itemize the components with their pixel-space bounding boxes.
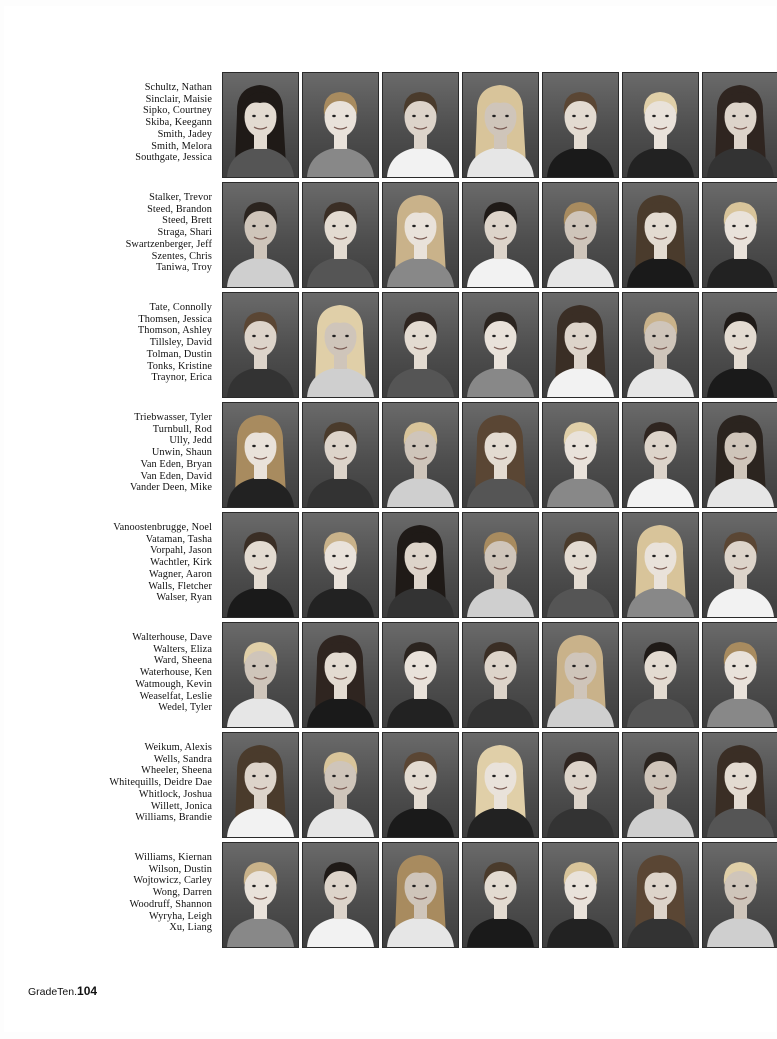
student-photo [542, 292, 619, 398]
student-name: Sipko, Courtney [142, 105, 212, 117]
student-photo [222, 292, 299, 398]
student-name: Ully, Jedd [169, 435, 212, 447]
student-photo [622, 732, 699, 838]
student-name: Wong, Darren [152, 887, 212, 899]
student-photo [622, 512, 699, 618]
student-name: Whitlock, Joshua [138, 788, 212, 800]
student-name: Taniwa, Troy [156, 262, 212, 274]
name-list [64, 852, 212, 934]
portrait-image [383, 513, 458, 617]
student-photo [222, 402, 299, 508]
portrait-image [703, 293, 777, 397]
student-name: Tolman, Dustin [146, 348, 212, 360]
student-name: Wachtler, Kirk [150, 557, 212, 569]
student-row [4, 72, 776, 178]
student-photo [542, 182, 619, 288]
student-photo [462, 402, 539, 508]
student-photo [462, 842, 539, 948]
student-photo [222, 72, 299, 178]
student-photo [382, 402, 459, 508]
portrait-image [543, 293, 618, 397]
student-photo [222, 842, 299, 948]
name-list [64, 302, 212, 384]
portrait-image [623, 73, 698, 177]
student-name: Stalker, Trevor [149, 192, 212, 203]
portrait-image [463, 293, 538, 397]
portrait-image [383, 733, 458, 837]
student-name: Thomson, Ashley [137, 325, 212, 337]
portrait-image [383, 843, 458, 947]
student-name: Wojtowicz, Carley [133, 875, 212, 887]
portrait-image [543, 403, 618, 507]
student-name: Sinclair, Maisie [145, 93, 212, 105]
portrait-image [543, 733, 618, 837]
student-name: Smith, Jadey [157, 128, 212, 140]
portrait-image [703, 733, 777, 837]
portrait-image [703, 513, 777, 617]
student-photo [462, 182, 539, 288]
student-name: Szentes, Chris [151, 250, 212, 262]
portrait-image [223, 733, 298, 837]
yearbook-page [4, 6, 776, 1032]
student-name: Watmough, Kevin [135, 678, 212, 690]
portrait-image [543, 843, 618, 947]
student-name: Tonks, Kristine [147, 360, 212, 372]
student-name: Williams, Kiernan [134, 852, 212, 863]
student-photo [302, 182, 379, 288]
portrait-image [463, 623, 538, 727]
student-photo [462, 622, 539, 728]
student-name: Vorpahl, Jason [150, 545, 212, 557]
student-name: Vataman, Tasha [145, 533, 212, 545]
portrait-image [463, 403, 538, 507]
portrait-image [623, 513, 698, 617]
student-name: Straga, Shari [157, 227, 212, 239]
student-photo [542, 732, 619, 838]
portrait-image [223, 403, 298, 507]
portrait-image [703, 73, 777, 177]
student-photo [462, 72, 539, 178]
student-row [4, 402, 776, 508]
portrait-image [623, 293, 698, 397]
student-photo [302, 402, 379, 508]
student-name: Waterhouse, Ken [139, 667, 212, 679]
student-name: Weaselfat, Leslie [139, 690, 212, 702]
student-photo [702, 732, 777, 838]
student-name: Thomsen, Jessica [138, 313, 212, 325]
portrait-image [223, 623, 298, 727]
student-photo [382, 72, 459, 178]
portrait-image [543, 623, 618, 727]
portrait-image [703, 403, 777, 507]
name-list [64, 412, 212, 494]
portrait-image [303, 513, 378, 617]
student-name: Tillsley, David [149, 337, 212, 349]
page-number: 104 [77, 984, 98, 998]
portrait-image [383, 293, 458, 397]
student-name: Walser, Ryan [156, 592, 212, 604]
student-photo [302, 292, 379, 398]
student-name: Walls, Fletcher [148, 580, 212, 592]
student-photo [382, 182, 459, 288]
student-photo [222, 512, 299, 618]
student-photo [462, 512, 539, 618]
photo-strip [222, 512, 772, 618]
name-list [64, 632, 212, 714]
portrait-image [223, 183, 298, 287]
photo-strip [222, 292, 772, 398]
portrait-image [303, 403, 378, 507]
portrait-image [543, 183, 618, 287]
student-photo [462, 732, 539, 838]
portrait-image [463, 183, 538, 287]
portrait-image [463, 733, 538, 837]
student-photo [382, 622, 459, 728]
student-photo [622, 72, 699, 178]
student-name: Steed, Brandon [147, 203, 212, 215]
name-list [64, 82, 212, 164]
student-photo [462, 292, 539, 398]
portrait-image [223, 843, 298, 947]
portrait-image [463, 843, 538, 947]
name-list [64, 192, 212, 274]
student-photo [222, 182, 299, 288]
student-photo [542, 512, 619, 618]
student-name: Turnbull, Rod [152, 423, 212, 435]
student-photo [702, 292, 777, 398]
portrait-image [383, 403, 458, 507]
student-name: Wells, Sandra [153, 753, 212, 765]
student-photo [222, 622, 299, 728]
student-name: Triebwasser, Tyler [134, 412, 212, 423]
student-photo [622, 292, 699, 398]
portrait-image [463, 513, 538, 617]
student-photo [542, 402, 619, 508]
student-name: Xu, Liang [169, 922, 212, 934]
student-name: Williams, Brandie [135, 812, 212, 824]
student-photo [302, 512, 379, 618]
student-photo [302, 732, 379, 838]
portrait-image [623, 183, 698, 287]
section-label: GradeTen. [28, 986, 78, 998]
student-photo [622, 402, 699, 508]
student-name: Vanoostenbrugge, Noel [113, 522, 212, 533]
portrait-image [223, 73, 298, 177]
page-footer [28, 984, 97, 998]
student-row [4, 182, 776, 288]
student-name: Wilson, Dustin [148, 863, 212, 875]
portrait-image [223, 293, 298, 397]
photo-strip [222, 842, 772, 948]
portrait-image [303, 623, 378, 727]
student-row [4, 292, 776, 398]
student-photo [302, 72, 379, 178]
student-photo [542, 842, 619, 948]
student-photo [622, 622, 699, 728]
student-name: Wedel, Tyler [158, 702, 212, 714]
portrait-image [623, 403, 698, 507]
photo-strip [222, 182, 772, 288]
student-name: Weikum, Alexis [144, 742, 212, 753]
photo-strip [222, 732, 772, 838]
student-name: Walterhouse, Dave [132, 632, 212, 643]
student-photo [702, 72, 777, 178]
portrait-image [303, 733, 378, 837]
student-name: Vander Deen, Mike [129, 482, 212, 494]
student-photo [542, 622, 619, 728]
portrait-image [383, 183, 458, 287]
student-name: Traynor, Erica [151, 372, 212, 384]
portrait-image [623, 733, 698, 837]
student-photo [702, 182, 777, 288]
student-name: Woodruff, Shannon [129, 898, 212, 910]
portrait-image [463, 73, 538, 177]
student-photo [622, 182, 699, 288]
student-name: Whitequills, Deidre Dae [109, 777, 212, 789]
portrait-image [303, 183, 378, 287]
student-photo [702, 402, 777, 508]
student-name: Wheeler, Sheena [141, 765, 212, 777]
student-row [4, 512, 776, 618]
name-list [64, 742, 212, 824]
student-name: Schultz, Nathan [144, 82, 212, 93]
student-name: Ward, Sheena [153, 655, 212, 667]
portrait-image [303, 293, 378, 397]
portrait-image [303, 843, 378, 947]
student-photo [382, 292, 459, 398]
student-photo [702, 842, 777, 948]
student-photo [222, 732, 299, 838]
portrait-image [623, 623, 698, 727]
student-name: Smith, Melora [151, 140, 212, 152]
student-name: Tate, Connolly [149, 302, 212, 313]
student-name: Southgate, Jessica [135, 152, 212, 164]
portrait-image [703, 623, 777, 727]
portrait-image [303, 73, 378, 177]
student-name: Unwin, Shaun [151, 447, 212, 459]
student-photo [382, 732, 459, 838]
portrait-image [223, 513, 298, 617]
student-row [4, 842, 776, 948]
portrait-image [543, 73, 618, 177]
photo-strip [222, 72, 772, 178]
student-name: Van Eden, David [140, 470, 212, 482]
student-row [4, 622, 776, 728]
student-photo [702, 512, 777, 618]
photo-strip [222, 402, 772, 508]
student-name: Van Eden, Bryan [140, 458, 212, 470]
portrait-image [623, 843, 698, 947]
student-photo [622, 842, 699, 948]
student-photo [542, 72, 619, 178]
portrait-image [703, 183, 777, 287]
student-row [4, 732, 776, 838]
name-list [64, 522, 212, 604]
student-name: Skiba, Keegann [145, 117, 212, 129]
student-name: Swartzenberger, Jeff [125, 238, 212, 250]
portrait-image [383, 623, 458, 727]
student-photo [302, 842, 379, 948]
portrait-image [383, 73, 458, 177]
portrait-image [703, 843, 777, 947]
portrait-image [543, 513, 618, 617]
student-name: Steed, Brett [162, 215, 212, 227]
student-name: Wyryha, Leigh [148, 910, 212, 922]
student-name: Willett, Jonica [150, 800, 212, 812]
student-photo [702, 622, 777, 728]
student-photo [302, 622, 379, 728]
photo-strip [222, 622, 772, 728]
student-name: Walters, Eliza [153, 643, 212, 655]
student-photo [382, 842, 459, 948]
student-name: Wagner, Aaron [149, 568, 212, 580]
student-photo [382, 512, 459, 618]
